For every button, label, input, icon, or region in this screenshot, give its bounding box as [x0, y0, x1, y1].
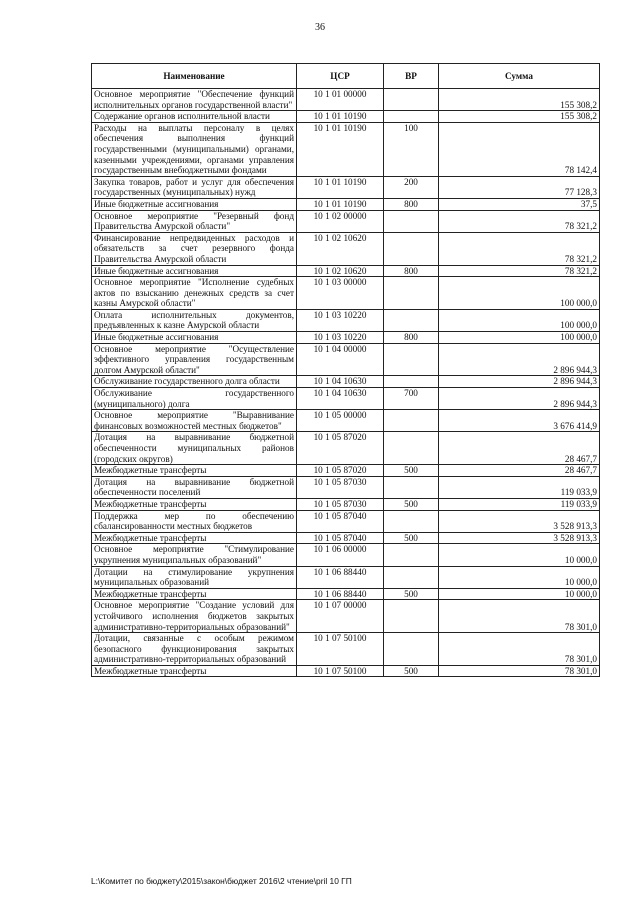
cell-csr: 10 1 03 00000	[297, 277, 384, 310]
table-row	[92, 588, 600, 600]
cell-name: Закупка товаров, работ и услуг для обеспечения государственных (муниципальных) нужд	[92, 176, 297, 198]
cell-vr: 100	[384, 122, 439, 176]
table-row	[92, 532, 600, 544]
cell-vr	[384, 232, 439, 265]
table-row	[92, 510, 600, 532]
cell-name: Межбюджетные трансферты	[92, 588, 297, 600]
cell-name: Иные бюджетные ассигнования	[92, 265, 297, 277]
cell-csr: 10 1 01 10190	[297, 122, 384, 176]
table-row	[92, 343, 600, 376]
cell-name: Финансирование непредвиденных расходов и обязательств за счет резервного фонда Правительства Амурской области	[92, 232, 297, 265]
cell-name: Дотация на выравнивание бюджетной обеспеченности поселений	[92, 476, 297, 498]
cell-csr: 10 1 03 10220	[297, 332, 384, 344]
cell-vr: 700	[384, 388, 439, 410]
table-row	[92, 198, 600, 210]
cell-sum: 28 467,7	[439, 465, 600, 477]
cell-name: Межбюджетные трансферты	[92, 498, 297, 510]
cell-csr: 10 1 06 88440	[297, 566, 384, 588]
table-row	[92, 376, 600, 388]
cell-vr: 500	[384, 665, 439, 677]
cell-sum: 119 033,9	[439, 498, 600, 510]
table-row	[92, 600, 600, 633]
cell-sum: 2 896 944,3	[439, 376, 600, 388]
cell-csr: 10 1 05 87030	[297, 498, 384, 510]
cell-csr: 10 1 02 10620	[297, 232, 384, 265]
cell-name: Дотации, связанные с особым режимом безопасного функционирования закрытых административно-территориальных образований	[92, 633, 297, 666]
cell-vr: 800	[384, 332, 439, 344]
cell-sum: 10 000,0	[439, 544, 600, 566]
table-row	[92, 566, 600, 588]
cell-name: Межбюджетные трансферты	[92, 465, 297, 477]
cell-csr: 10 1 01 00000	[297, 89, 384, 111]
cell-csr: 10 1 05 87020	[297, 465, 384, 477]
cell-sum: 78 142,4	[439, 122, 600, 176]
header-csr: ЦСР	[297, 64, 384, 89]
table-row	[92, 633, 600, 666]
cell-sum: 155 308,2	[439, 89, 600, 111]
header-vr: ВР	[384, 64, 439, 89]
cell-sum: 119 033,9	[439, 476, 600, 498]
header-name: Наименование	[92, 64, 297, 89]
cell-csr: 10 1 05 87020	[297, 432, 384, 465]
table-row	[92, 388, 600, 410]
cell-name: Содержание органов исполнительной власти	[92, 111, 297, 123]
cell-csr: 10 1 04 10630	[297, 388, 384, 410]
cell-sum: 10 000,0	[439, 588, 600, 600]
cell-name: Поддержка мер по обеспечению сбалансированности местных бюджетов	[92, 510, 297, 532]
cell-vr	[384, 343, 439, 376]
cell-csr: 10 1 02 00000	[297, 210, 384, 232]
cell-sum: 78 321,2	[439, 232, 600, 265]
cell-csr: 10 1 01 10190	[297, 176, 384, 198]
cell-vr	[384, 432, 439, 465]
cell-name: Иные бюджетные ассигнования	[92, 198, 297, 210]
cell-sum: 3 676 414,9	[439, 410, 600, 432]
table-row	[92, 465, 600, 477]
cell-sum: 2 896 944,3	[439, 343, 600, 376]
cell-name: Иные бюджетные ассигнования	[92, 332, 297, 344]
cell-name: Оплата исполнительных документов, предъявленных к казне Амурской области	[92, 309, 297, 331]
cell-sum: 2 896 944,3	[439, 388, 600, 410]
cell-name: Основное мероприятие "Обеспечение функций исполнительных органов государственной власти"	[92, 89, 297, 111]
cell-sum: 78 301,0	[439, 633, 600, 666]
cell-vr: 200	[384, 176, 439, 198]
table-row	[92, 210, 600, 232]
cell-name: Дотация на выравнивание бюджетной обеспеченности муниципальных районов (городских округов)	[92, 432, 297, 465]
table-row	[92, 332, 600, 344]
table-row	[92, 544, 600, 566]
cell-vr	[384, 566, 439, 588]
cell-csr: 10 1 07 50100	[297, 665, 384, 677]
cell-csr: 10 1 04 00000	[297, 343, 384, 376]
cell-sum: 155 308,2	[439, 111, 600, 123]
cell-sum: 100 000,0	[439, 277, 600, 310]
cell-csr: 10 1 07 50100	[297, 633, 384, 666]
cell-csr: 10 1 05 87040	[297, 510, 384, 532]
cell-sum: 77 128,3	[439, 176, 600, 198]
cell-csr: 10 1 02 10620	[297, 265, 384, 277]
file-path-footer: L:\Комитет по бюджету\2015\закон\бюджет 2016\2 чтение\pril 10 ГП	[91, 876, 352, 886]
cell-name: Межбюджетные трансферты	[92, 665, 297, 677]
table-row	[92, 309, 600, 331]
cell-csr: 10 1 04 10630	[297, 376, 384, 388]
cell-sum: 78 321,2	[439, 265, 600, 277]
cell-sum: 10 000,0	[439, 566, 600, 588]
cell-sum: 100 000,0	[439, 332, 600, 344]
cell-name: Основное мероприятие "Стимулирование укрупнения муниципальных образований"	[92, 544, 297, 566]
cell-name: Обслуживание государственного (муниципального) долга	[92, 388, 297, 410]
cell-sum: 28 467,7	[439, 432, 600, 465]
table-row	[92, 176, 600, 198]
cell-csr: 10 1 01 10190	[297, 111, 384, 123]
cell-name: Основное мероприятие "Выравнивание финансовых возможностей местных бюджетов"	[92, 410, 297, 432]
cell-vr	[384, 544, 439, 566]
cell-name: Основное мероприятие "Осуществление эффективного управления государственным долгом Амурской области"	[92, 343, 297, 376]
cell-name: Дотации на стимулирование укрупнения муниципальных образований	[92, 566, 297, 588]
cell-vr	[384, 600, 439, 633]
cell-csr: 10 1 06 00000	[297, 544, 384, 566]
cell-sum: 78 321,2	[439, 210, 600, 232]
cell-vr	[384, 89, 439, 111]
cell-csr: 10 1 05 00000	[297, 410, 384, 432]
cell-vr: 500	[384, 532, 439, 544]
cell-vr	[384, 476, 439, 498]
table-row	[92, 410, 600, 432]
table-row	[92, 111, 600, 123]
table-row	[92, 122, 600, 176]
cell-csr: 10 1 03 10220	[297, 309, 384, 331]
cell-csr: 10 1 01 10190	[297, 198, 384, 210]
cell-vr	[384, 210, 439, 232]
cell-name: Основное мероприятие "Создание условий для устойчивого исполнения бюджетов закрытых административно-территориальных образований"	[92, 600, 297, 633]
table-body	[92, 89, 600, 677]
cell-name: Межбюджетные трансферты	[92, 532, 297, 544]
table-row	[92, 432, 600, 465]
cell-sum: 3 528 913,3	[439, 510, 600, 532]
cell-csr: 10 1 05 87040	[297, 532, 384, 544]
cell-vr	[384, 510, 439, 532]
cell-sum: 3 528 913,3	[439, 532, 600, 544]
cell-name: Основное мероприятие "Исполнение судебных актов по взысканию денежных средств за счет казны Амурской области"	[92, 277, 297, 310]
cell-csr: 10 1 07 00000	[297, 600, 384, 633]
cell-vr: 800	[384, 265, 439, 277]
cell-vr	[384, 277, 439, 310]
cell-vr	[384, 410, 439, 432]
cell-csr: 10 1 05 87030	[297, 476, 384, 498]
table-header-row	[92, 64, 600, 89]
table-row	[92, 476, 600, 498]
cell-sum: 100 000,0	[439, 309, 600, 331]
cell-vr	[384, 376, 439, 388]
table-row	[92, 498, 600, 510]
table-row	[92, 277, 600, 310]
cell-name: Основное мероприятие "Резервный фонд Правительства Амурской области"	[92, 210, 297, 232]
cell-vr: 500	[384, 498, 439, 510]
cell-vr: 500	[384, 588, 439, 600]
cell-name: Обслуживание государственного долга области	[92, 376, 297, 388]
cell-vr: 800	[384, 198, 439, 210]
cell-sum: 37,5	[439, 198, 600, 210]
table-row	[92, 665, 600, 677]
cell-csr: 10 1 06 88440	[297, 588, 384, 600]
page-number: 36	[315, 22, 325, 33]
cell-sum: 78 301,0	[439, 600, 600, 633]
cell-vr	[384, 633, 439, 666]
cell-vr: 500	[384, 465, 439, 477]
budget-table	[91, 63, 600, 677]
header-sum: Сумма	[439, 64, 600, 89]
table-row	[92, 89, 600, 111]
cell-name: Расходы на выплаты персоналу в целях обеспечения выполнения функций государственными (муниципальными) органами, казенными учреждениями, органами управления государственным внебюджетными фондами	[92, 122, 297, 176]
cell-vr	[384, 111, 439, 123]
table-row	[92, 265, 600, 277]
table-row	[92, 232, 600, 265]
cell-vr	[384, 309, 439, 331]
cell-sum: 78 301,0	[439, 665, 600, 677]
